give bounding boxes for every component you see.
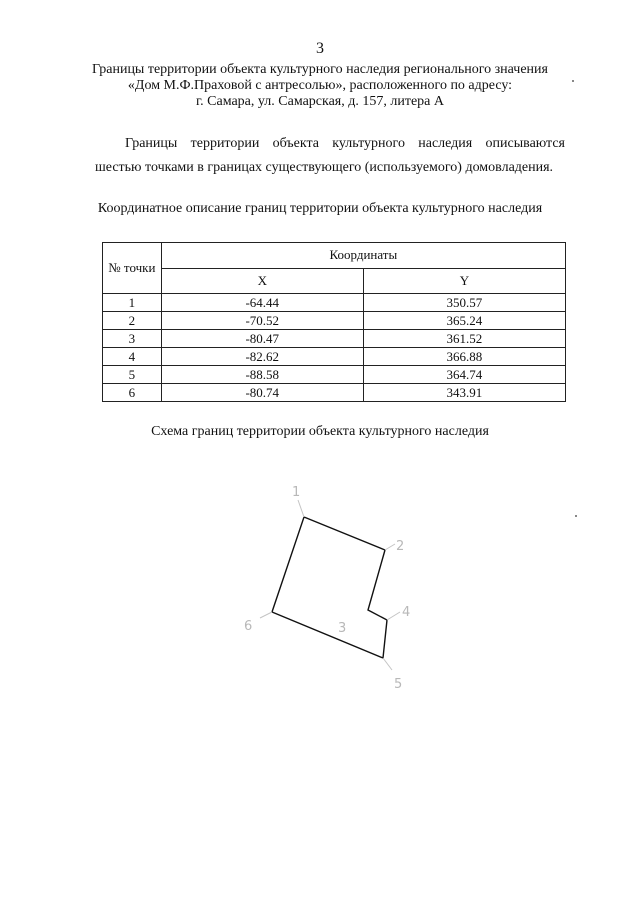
- cell-point-number: 2: [103, 312, 162, 330]
- cell-y: 343.91: [363, 384, 565, 402]
- point-label-5: 5: [394, 677, 403, 692]
- description-paragraph: [95, 132, 565, 180]
- scheme-caption: Схема границ территории объекта культурного наследия: [151, 424, 489, 439]
- point-label-3: 3: [338, 621, 347, 636]
- cell-x: -64.44: [161, 294, 363, 312]
- point-label-2: 2: [396, 539, 405, 554]
- title-line-1: Границы территории объекта культурного наследия регионального значения: [92, 62, 548, 77]
- table-row: [103, 330, 566, 348]
- boundary-polygon: [272, 517, 387, 658]
- leader-line-2: [385, 544, 395, 550]
- header-coordinates: Координаты: [161, 243, 565, 269]
- point-label-1: 1: [292, 485, 301, 500]
- title-line-3: г. Самара, ул. Самарская, д. 157, литера А: [195, 94, 445, 109]
- cell-point-number: 1: [103, 294, 162, 312]
- page-number: 3: [316, 40, 324, 57]
- cell-x: -70.52: [161, 312, 363, 330]
- paragraph-line-1: Границы территории объекта культурного наследия описываются: [125, 136, 565, 151]
- cell-y: 366.88: [363, 348, 565, 366]
- leader-line-6: [260, 612, 272, 618]
- cell-point-number: 4: [103, 348, 162, 366]
- cell-point-number: 5: [103, 366, 162, 384]
- table-row: [103, 294, 566, 312]
- scan-speck: [575, 515, 577, 517]
- header-x: X: [161, 268, 363, 294]
- point-label-4: 4: [402, 605, 411, 620]
- boundary-scheme: [220, 470, 440, 700]
- header-point-number: № точки: [103, 243, 162, 294]
- cell-y: 361.52: [363, 330, 565, 348]
- paragraph-line-2: шестью точками в границах существующего (используемого) домовладения.: [95, 160, 554, 175]
- cell-x: -88.58: [161, 366, 363, 384]
- cell-x: -80.47: [161, 330, 363, 348]
- cell-y: 364.74: [363, 366, 565, 384]
- cell-x: -80.74: [161, 384, 363, 402]
- document-title: [60, 62, 580, 110]
- cell-x: -82.62: [161, 348, 363, 366]
- table-caption: Координатное описание границ территории объекта культурного наследия: [97, 201, 543, 216]
- point-label-6: 6: [244, 619, 253, 634]
- cell-point-number: 3: [103, 330, 162, 348]
- leader-line-4: [387, 612, 400, 620]
- leader-line-5: [383, 658, 392, 670]
- scan-speck: [572, 80, 574, 82]
- title-line-2: «Дом М.Ф.Праховой с антресолью», расположенного по адресу:: [127, 78, 513, 93]
- table-row: [103, 384, 566, 402]
- cell-point-number: 6: [103, 384, 162, 402]
- leader-line-1: [298, 500, 304, 517]
- table-row: [103, 312, 566, 330]
- table-row: [103, 366, 566, 384]
- cell-y: 350.57: [363, 294, 565, 312]
- table-row: [103, 348, 566, 366]
- header-y: Y: [363, 268, 565, 294]
- cell-y: 365.24: [363, 312, 565, 330]
- coordinates-table: [102, 242, 566, 402]
